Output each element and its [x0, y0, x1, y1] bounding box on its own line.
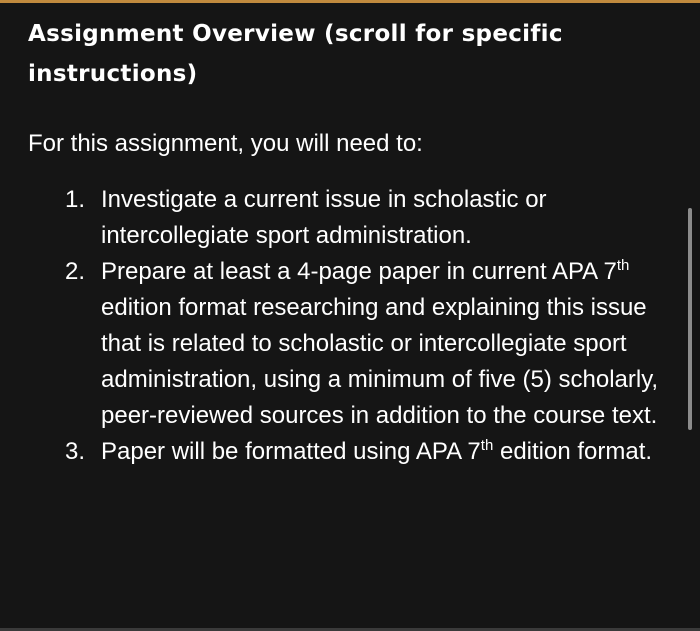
list-item-number: 2. — [65, 258, 86, 285]
list-item-text-start: Prepare at least a 4-page paper in current APA 7 — [101, 258, 617, 285]
instruction-list — [28, 182, 668, 470]
content-area — [28, 14, 668, 470]
list-item — [28, 254, 668, 434]
top-accent-bar — [0, 0, 700, 3]
vertical-scrollbar[interactable] — [688, 208, 692, 430]
superscript-th: th — [480, 437, 494, 454]
list-item-text-rest: edition format researching and explaining this issue that is related to scholastic or intercollegiate sport administration, using a minimum of five (5) scholarly, peer-reviewed sources in addition to the course text. — [101, 294, 659, 429]
intro-text: For this assignment, you will need to: — [28, 130, 423, 157]
superscript-th: th — [616, 257, 630, 274]
list-item-number: 3. — [65, 438, 86, 465]
page-title: Assignment Overview (scroll for specific instructions) — [28, 21, 563, 87]
list-item-text-rest: edition format. — [493, 438, 653, 465]
list-item-text: Investigate a current issue in scholastic or intercollegiate sport administration. — [101, 186, 547, 249]
list-item-number: 1. — [65, 186, 86, 213]
list-item — [28, 434, 668, 470]
list-item-text-start: Paper will be formatted using APA 7 — [101, 438, 481, 465]
list-item — [28, 182, 668, 254]
